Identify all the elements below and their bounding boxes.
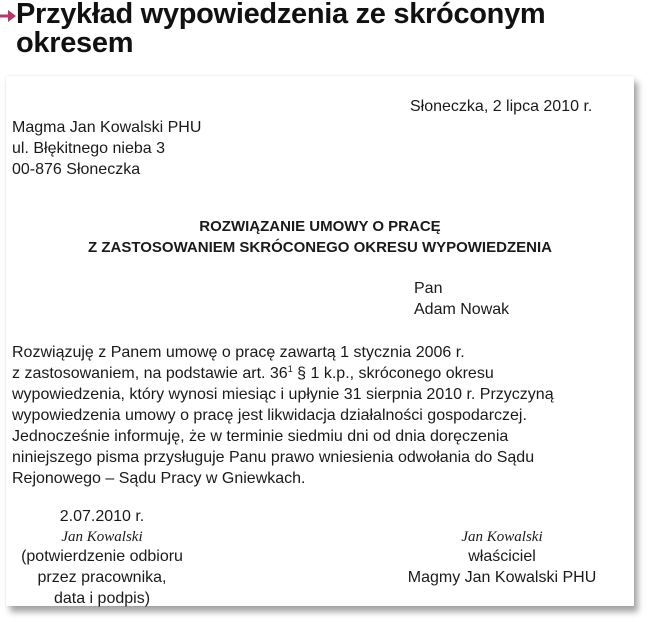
heading-line-1: Przykład wypowiedzenia ze skróconym: [16, 0, 546, 30]
recipient-line-2: Adam Nowak: [414, 301, 510, 318]
employee-signature: Jan Kowalski: [61, 529, 143, 545]
employee-caption-2: przez pracownika,: [37, 569, 167, 586]
employee-caption-1: (potwierdzenie odbioru: [21, 548, 183, 565]
body-line-7: Rejonowego – Sądu Pracy w Gniewkach.: [12, 470, 306, 487]
body-line-3: wypowiedzenia, który wynosi miesiąc i upłynie 31 sierpnia 2010 r. Przyczyną: [12, 386, 554, 403]
employer-company: Magmy Jan Kowalski PHU: [407, 569, 597, 586]
body-line-2: z zastosowaniem, na podstawie art. $36^1$ § 1 k.p., skróconego okresu: [12, 364, 494, 382]
employer-signature: Jan Kowalski: [461, 529, 543, 545]
sender-line-2: ul. Błękitnego nieba 3: [12, 140, 165, 157]
body-line-1: Rozwiązuję z Panem umowę o pracę zawartą 1 stycznia 2006 r.: [12, 344, 465, 361]
sender-line-3: 00-876 Słoneczka: [12, 161, 141, 178]
body-line-6: niniejszego pisma przysługuje Panu prawo wniesienia odwołania do Sądu: [12, 449, 535, 466]
subject-line-2: Z ZASTOSOWANIEM SKRÓCONEGO OKRESU WYPOWIEDZENIA: [88, 239, 552, 256]
page-heading: [0, 0, 640, 58]
subject-line-1: ROZWIĄZANIE UMOWY O PRACĘ: [199, 218, 441, 235]
body-line-5: Jednocześnie informuję, że w terminie siedmiu dni od dnia doręczenia: [12, 428, 509, 445]
body-line-4: wypowiedzenia umowy o pracę jest likwidacja działalności gospodarczej.: [12, 407, 527, 424]
arrow-right-icon: [0, 10, 16, 22]
employee-caption-3: data i podpis): [53, 590, 151, 607]
letter-page: [6, 76, 634, 606]
recipient-line-1: Pan: [414, 280, 443, 297]
employer-role: właściciel: [468, 548, 536, 565]
place-date: Słoneczka, 2 lipca 2010 r.: [410, 98, 593, 115]
sender-line-1: Magma Jan Kowalski PHU: [12, 119, 202, 136]
employee-date: 2.07.2010 r.: [59, 508, 145, 525]
heading-line-2: okresem: [16, 27, 134, 59]
